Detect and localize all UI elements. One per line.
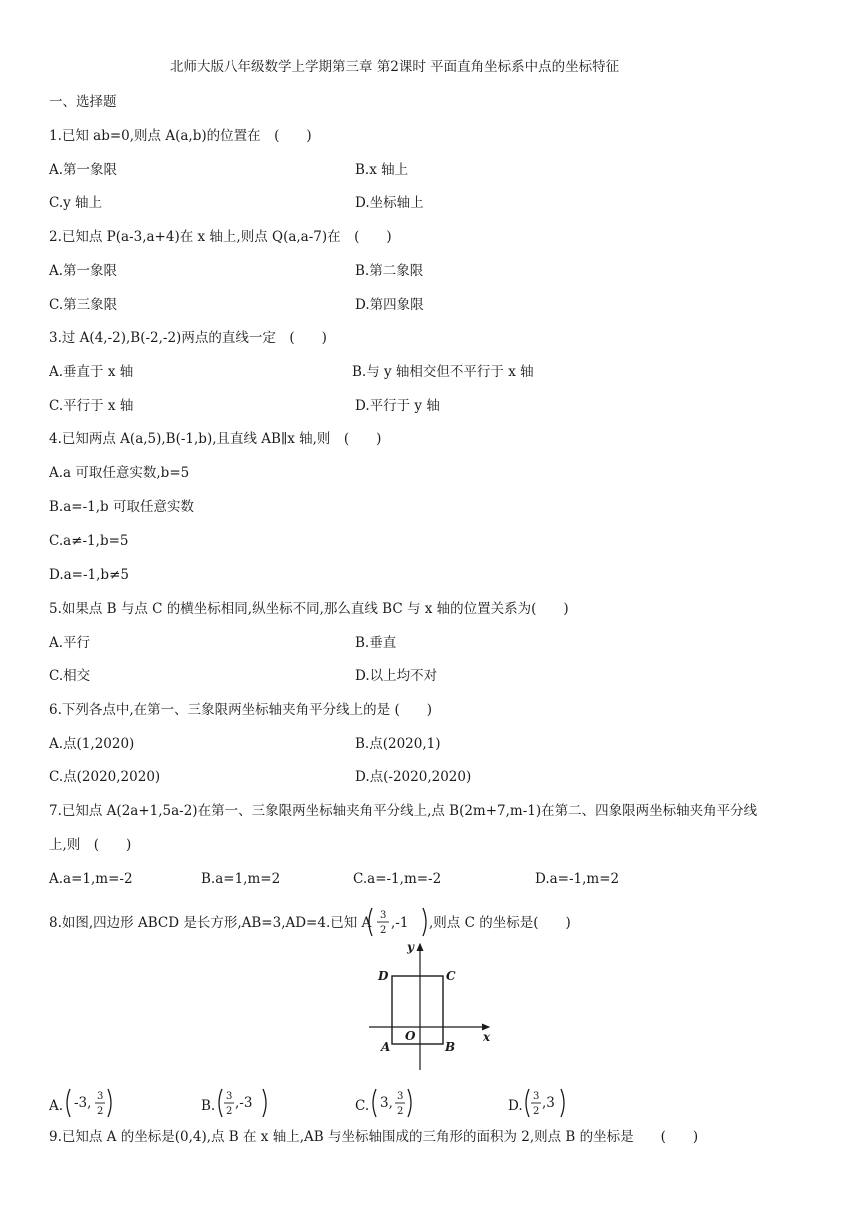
label-y: y — [407, 940, 414, 954]
q1-option-b[interactable]: B.x 轴上 — [355, 162, 409, 178]
q8a-label: A. — [49, 1098, 64, 1114]
question-3: 3.过 A(4,-2),B(-2,-2)两点的直线一定 ( ) — [49, 330, 327, 346]
q4-option-a[interactable]: A.a 可取任意实数,b=5 — [49, 465, 190, 481]
rectangle-figure — [363, 934, 503, 1078]
rectangle-abcd — [392, 976, 443, 1044]
question-2: 2.已知点 P(a-3,a+4)在 x 轴上,则点 Q(a,a-7)在 ( ) — [49, 229, 392, 245]
q6-option-a[interactable]: A.点(1,2020) — [49, 736, 135, 752]
label-a: A — [381, 1040, 391, 1054]
q7-option-a[interactable]: A.a=1,m=-2 — [49, 871, 133, 887]
q8b-post: ,-3 — [235, 1095, 253, 1111]
label-x: x — [483, 1030, 491, 1044]
q7-option-b[interactable]: B.a=1,m=2 — [201, 871, 281, 887]
q5-option-a[interactable]: A.平行 — [49, 635, 91, 651]
q8c-rparen — [408, 1089, 411, 1117]
q8d-lparen — [526, 1089, 529, 1117]
question-7: 7.已知点 A(2a+1,5a-2)在第一、三象限两坐标轴夹角平分线上,点 B(2m+7,m-1)在第二、四象限两坐标轴夹角平分线 — [49, 803, 758, 819]
q1-option-d[interactable]: D.坐标轴上 — [355, 195, 424, 211]
q4-option-d[interactable]: D.a=-1,b≠5 — [49, 567, 129, 583]
q8-frac-num: 3 — [380, 910, 387, 921]
q2-option-c[interactable]: C.第三象限 — [49, 297, 118, 313]
q8b-rparen — [263, 1089, 266, 1117]
q8d-post: ,3 — [542, 1095, 555, 1111]
q8-option-a[interactable] — [49, 1084, 129, 1118]
label-c: C — [446, 969, 456, 983]
q7-option-c[interactable]: C.a=-1,m=-2 — [353, 871, 442, 887]
q2-option-a[interactable]: A.第一象限 — [49, 263, 118, 279]
q4-option-b[interactable]: B.a=-1,b 可取任意实数 — [49, 499, 194, 515]
q8-stem-tail: ,-1 — [391, 915, 409, 931]
q8c-num: 3 — [397, 1091, 404, 1102]
q3-option-b[interactable]: B.与 y 轴相交但不平行于 x 轴 — [352, 364, 534, 380]
q7-option-d[interactable]: D.a=-1,m=2 — [535, 871, 620, 887]
q8-right-paren — [423, 908, 426, 936]
q6-option-b[interactable]: B.点(2020,1) — [355, 736, 441, 752]
q1-option-c[interactable]: C.y 轴上 — [49, 195, 103, 211]
q8b-label: B. — [201, 1098, 216, 1114]
q8-option-b[interactable] — [201, 1084, 281, 1118]
q3-option-d[interactable]: D.平行于 y 轴 — [355, 398, 440, 414]
q2-option-b[interactable]: B.第二象限 — [355, 263, 424, 279]
q8b-den: 2 — [226, 1106, 233, 1117]
q3-option-c[interactable]: C.平行于 x 轴 — [49, 398, 134, 414]
q8c-den: 2 — [397, 1106, 404, 1117]
q1-option-a[interactable]: A.第一象限 — [49, 162, 118, 178]
q8-option-c[interactable] — [355, 1084, 435, 1118]
q8b-lparen — [219, 1089, 222, 1117]
q8d-num: 3 — [533, 1091, 540, 1102]
question-5: 5.如果点 B 与点 C 的横坐标相同,纵坐标不同,那么直线 BC 与 x 轴的位置关系为( ) — [49, 601, 569, 617]
q5-option-d[interactable]: D.以上均不对 — [355, 668, 438, 684]
section-heading: 一、选择题 — [49, 94, 117, 110]
q5-option-c[interactable]: C.相交 — [49, 668, 91, 684]
question-7-cont: 上,则 ( ) — [49, 837, 132, 853]
q8a-pre: -3, — [74, 1095, 92, 1111]
q8a-lparen — [67, 1089, 70, 1117]
question-1: 1.已知 ab=0,则点 A(a,b)的位置在 ( ) — [49, 128, 312, 144]
q8a-num: 3 — [97, 1091, 104, 1102]
q8-stem-pre: 8.如图,四边形 ABCD 是长方形,AB=3,AD=4.已知 A — [49, 915, 372, 931]
q8a-den: 2 — [97, 1106, 104, 1117]
q8c-label: C. — [355, 1098, 370, 1114]
label-d: D — [378, 969, 389, 983]
q8-option-d[interactable] — [508, 1084, 588, 1118]
q6-option-c[interactable]: C.点(2020,2020) — [49, 769, 161, 785]
label-b: B — [445, 1040, 456, 1054]
question-6: 6.下列各点中,在第一、三象限两坐标轴夹角平分线上的是 ( ) — [49, 702, 432, 718]
label-o: O — [405, 1029, 416, 1043]
q8-stem-post: ,则点 C 的坐标是( ) — [429, 915, 571, 931]
page-title: 北师大版八年级数学上学期第三章 第2课时 平面直角坐标系中点的坐标特征 — [170, 59, 620, 75]
q3-option-a[interactable]: A.垂直于 x 轴 — [49, 364, 134, 380]
q8-frac-den: 2 — [380, 925, 387, 936]
q6-option-d[interactable]: D.点(-2020,2020) — [355, 769, 472, 785]
question-8-stem — [49, 900, 649, 944]
q8d-rparen — [561, 1089, 564, 1117]
q5-option-b[interactable]: B.垂直 — [355, 635, 397, 651]
question-8 — [49, 900, 649, 944]
q4-option-c[interactable]: C.a≠-1,b=5 — [49, 533, 129, 549]
q2-option-d[interactable]: D.第四象限 — [355, 297, 424, 313]
question-4: 4.已知两点 A(a,5),B(-1,b),且直线 AB∥x 轴,则 ( ) — [49, 431, 382, 447]
q8c-pre: 3, — [380, 1095, 393, 1111]
q8d-label: D. — [508, 1098, 523, 1114]
q8b-num: 3 — [226, 1091, 233, 1102]
question-9: 9.已知点 A 的坐标是(0,4),点 B 在 x 轴上,AB 与坐标轴围成的三角形的面积为 2,则点 B 的坐标是 ( ) — [49, 1129, 699, 1145]
q8d-den: 2 — [533, 1106, 540, 1117]
q8a-rparen — [108, 1089, 111, 1117]
coordinate-figure — [363, 934, 503, 1074]
q8c-lparen — [373, 1089, 376, 1117]
